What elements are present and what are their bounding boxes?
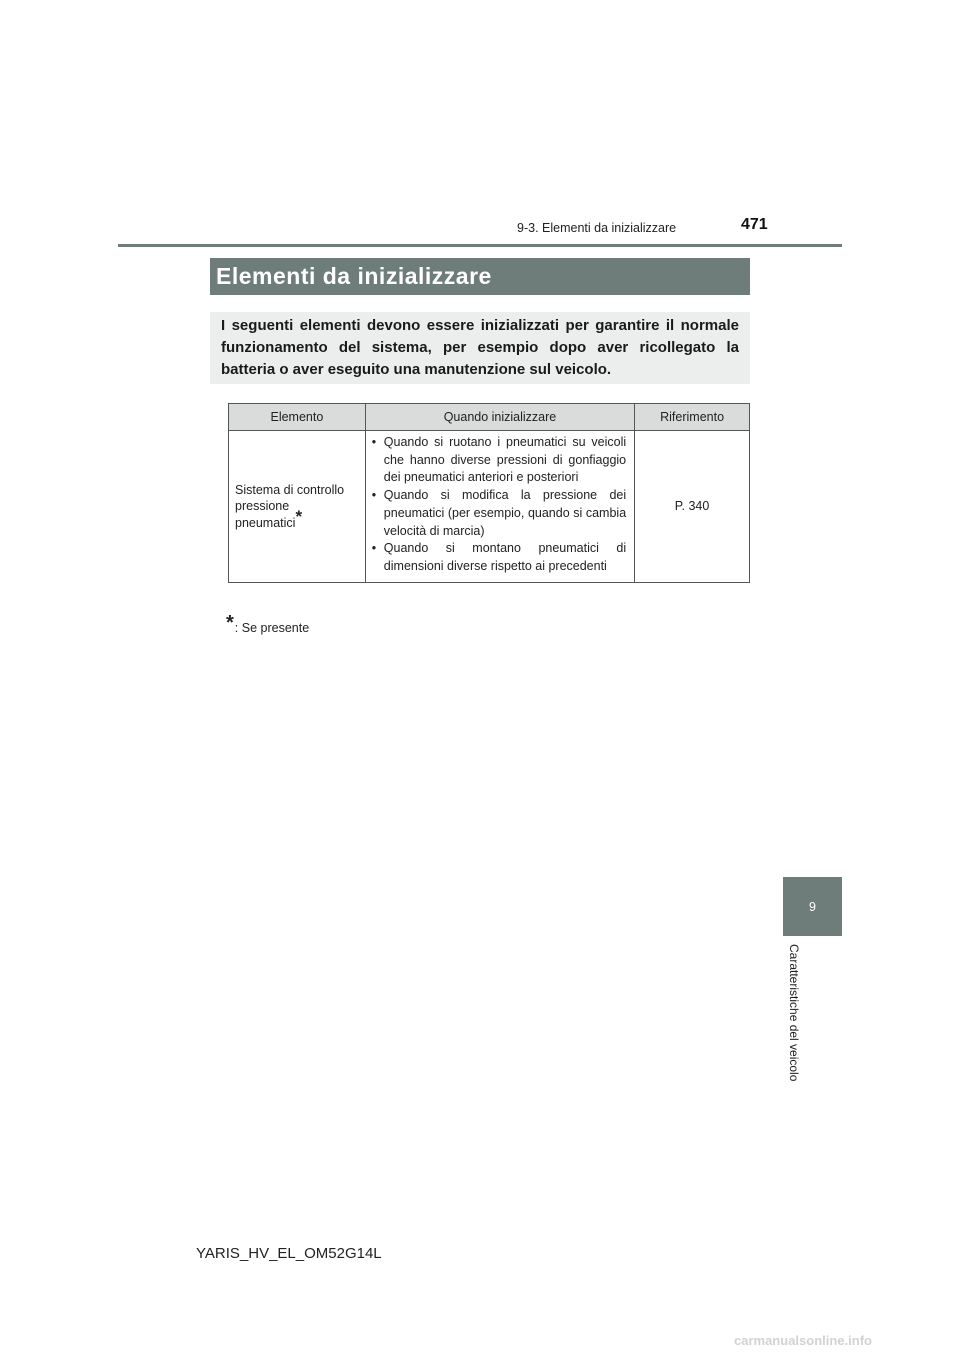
element-line: Sistema di controllo: [235, 482, 345, 497]
element-line: pneumatici: [235, 515, 296, 530]
list-item: • Quando si ruotano i pneumatici su veicoli che hanno diverse pressioni di gonfiaggio dei pneumatici anteriori e posteriori: [371, 434, 626, 487]
chapter-tab: [783, 877, 842, 936]
chapter-number: 9: [809, 899, 816, 914]
table-header-when: Quando inizializzare: [365, 404, 634, 431]
reference-cell: P. 340: [635, 431, 750, 583]
document-code: YARIS_HV_EL_OM52G14L: [196, 1245, 382, 1262]
intro-text: I seguenti elementi devono essere inizializzati per garantire il normale funzionamento del sistema, per esempio dopo aver ricollegato la batteria o aver eseguito una manutenzione sul veicolo.: [221, 317, 739, 378]
asterisk-mark: *: [295, 506, 303, 526]
intro-box: [210, 312, 750, 384]
when-list: [371, 434, 626, 576]
page-number: 471: [741, 216, 768, 233]
footnote-asterisk: *: [226, 612, 234, 634]
chapter-label: Caratteristiche del veicolo: [787, 944, 801, 1082]
header-section-title: 9-3. Elementi da inizializzare: [517, 221, 677, 235]
items-table: [228, 403, 750, 583]
footnote-text: : Se presente: [234, 621, 310, 635]
section-title: Elementi da inizializzare: [216, 263, 492, 289]
element-cell: [229, 431, 366, 583]
section-title-bar: [210, 258, 750, 295]
table-row: [229, 431, 750, 583]
table-header-reference: Riferimento: [635, 404, 750, 431]
when-cell: [365, 431, 634, 583]
table-header-row: [229, 404, 750, 431]
element-line: pressione: [235, 499, 290, 514]
header-rule: [118, 244, 842, 247]
list-item: • Quando si modifica la pressione dei pneumatici (per esempio, quando si cambia velocità di marcia): [371, 487, 626, 540]
list-item: • Quando si montano pneumatici di dimensioni diverse rispetto ai precedenti: [371, 540, 626, 575]
footnote: [226, 612, 310, 635]
watermark: carmanualsonline.info: [734, 1333, 872, 1348]
table-header-element: Elemento: [229, 404, 366, 431]
